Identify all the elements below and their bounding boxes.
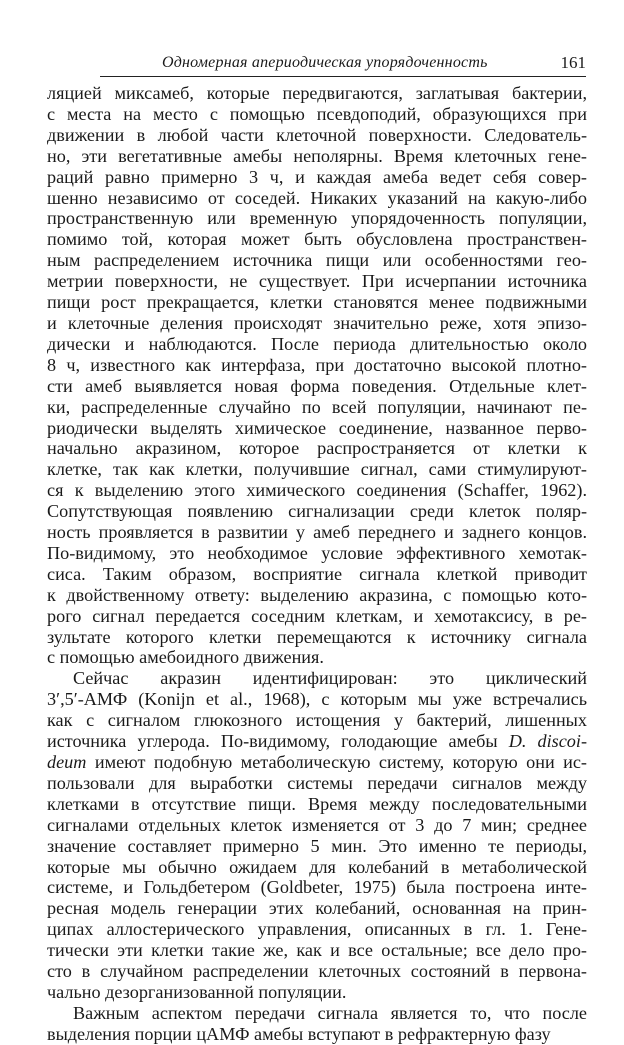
text-line [47,836,587,857]
text-run: Сейчас акразин идентифицирован: это циклический [73,668,587,689]
text-line [47,250,587,271]
text-line [47,668,587,689]
text-run: выделения порции цАМФ амебы вступают в рефрактерную фазу [47,1023,551,1044]
page-number: 161 [560,53,586,72]
text-line [47,146,587,167]
text-run: которые мы обычно ожидаем для колебаний в метаболической [47,856,587,877]
text-run: ципах аллостерического управления, описанных в гл. 1. Гене- [47,919,587,940]
text-run: источника углерода. По-видимому, голодающие амебы [47,731,509,752]
text-run: сто в случайном распределении клеточных состояний в первона- [47,961,587,982]
text-run: системе, и Гольдбетером (Goldbeter, 1975) была построена инте- [47,877,587,898]
text-run: пищи рост прекращается, клетки становятся менее подвижными [47,292,587,313]
text-line [47,522,587,543]
text-run: Сопутствующая появлению сигнализации среди клеток поляр- [47,501,587,522]
text-line [47,334,587,355]
text-line [47,710,587,731]
text-run: дически и наблюдаются. После периода длительностью около [47,333,587,354]
text-line [47,731,587,752]
text-run: раций равно примерно 3 ч, и каждая амеба ведет себя совер- [47,166,587,187]
text-run: ным распределением источника пищи или особенностями гео- [47,250,587,271]
italic-term: D. discoi- [508,731,587,752]
text-run: зультате которого клетки перемещаются к источнику сигнала [47,626,587,647]
text-line [47,543,587,564]
text-run: метрии поверхности, не существует. При исчерпании источника [47,271,587,292]
text-run: ки, распределенные случайно по всей популяции, начинают пе- [47,396,587,417]
text-run: сиса. Таким образом, восприятие сигнала клеткой приводит [47,563,587,584]
text-line [47,940,587,961]
text-run: клетке, так как клетки, получившие сигнал, сами стимулируют- [47,459,587,480]
text-line [47,104,587,125]
text-line [47,376,587,397]
text-run: с места на место с помощью псевдоподий, образующихся при [47,103,587,124]
text-run: ность проявляется в развитии у амеб переднего и заднего концов. [47,522,587,543]
text-run: чально дезорганизованной популяции. [47,981,347,1002]
text-run: начально акразином, которое распространяется от клетки к [47,438,587,459]
text-run: но, эти вегетативные амебы неполярны. Время клеточных гене- [47,145,587,166]
text-line [47,480,587,501]
text-run: сигналами отдельных клеток изменяется от 3 до 7 мин; среднее [47,814,587,835]
text-run: ся к выделению этого химического соединения (Schaffer, 1962). [47,480,587,501]
text-run: значение составляет примерно 5 мин. Это именно те периоды, [47,835,587,856]
text-run: как с сигналом глюкозного истощения у бактерий, лишенных [47,710,587,731]
text-line [47,167,587,188]
text-run: к двойственному ответу: выделению акразина, с помощью кото- [47,584,587,605]
text-line [47,752,587,773]
text-run: помимо той, которая может быть обусловлена пространствен- [47,229,587,250]
text-run: 3′,5′-АМФ (Konijn et al., 1968), с которым мы уже встречались [47,689,587,710]
text-run: пользовали для выработки системы передачи сигналов между [47,772,587,793]
text-run: Важным аспектом передачи сигнала является то, что после [73,1002,587,1023]
header-rule [100,76,586,77]
text-run: движении в любой части клеточной поверхности. Следователь- [47,124,587,145]
text-line [47,229,587,250]
text-line [47,564,587,585]
text-line [47,208,587,229]
text-line [47,627,587,648]
text-line [47,418,587,439]
text-line [47,585,587,606]
text-line [47,313,587,334]
text-line [47,877,587,898]
text-line [47,606,587,627]
text-line [47,815,587,836]
text-run: имеют подобную метаболическую систему, которую они ис- [86,752,587,772]
text-run: рого сигнал передается соседним клеткам, и хемотаксису, в ре- [47,605,587,626]
text-line [47,438,587,459]
text-line [47,647,587,668]
italic-term: deum [47,752,87,772]
text-line [47,397,587,418]
text-run: 8 ч, известного как интерфаза, при достаточно высокой плотно- [47,354,587,375]
text-line [47,355,587,376]
text-run: сти амеб выявляется новая форма поведения. Отдельные клет- [47,375,587,396]
text-line [47,188,587,209]
text-run: ляцией миксамеб, которые передвигаются, заглатывая бактерии, [47,83,587,103]
text-line [47,271,587,292]
text-line [47,898,587,919]
text-run: пространственную или временную упорядоченность популяции, [47,208,587,229]
text-run: По-видимому, это необходимое условие эффективного хемотак- [47,542,587,563]
running-title: Одномерная апериодическая упорядоченность [162,54,488,71]
running-head [100,52,586,74]
text-run: клетками в отсутствие пищи. Время между последовательными [47,793,587,814]
text-line [47,292,587,313]
text-line [47,1024,587,1045]
text-run: ресная модель генерации этих колебаний, основанная на прин- [47,898,587,919]
text-line [47,794,587,815]
body-text [47,83,587,1045]
text-line [47,1003,587,1024]
text-line [47,961,587,982]
text-run: с помощью амебоидного движения. [47,647,324,668]
text-line [47,125,587,146]
text-line [47,83,587,104]
text-line [47,857,587,878]
text-line [47,689,587,710]
text-line [47,501,587,522]
text-run: шенно независимо от соседей. Никаких указаний на какую-либо [47,187,587,208]
text-run: тически эти клетки такие же, как и все остальные; все дело про- [47,940,587,961]
text-run: риодически выделять химическое соединение, названное перво- [47,417,587,438]
text-line [47,773,587,794]
text-run: и клеточные деления происходят значительно реже, хотя эпизо- [47,312,587,333]
text-line [47,459,587,480]
text-line [47,919,587,940]
